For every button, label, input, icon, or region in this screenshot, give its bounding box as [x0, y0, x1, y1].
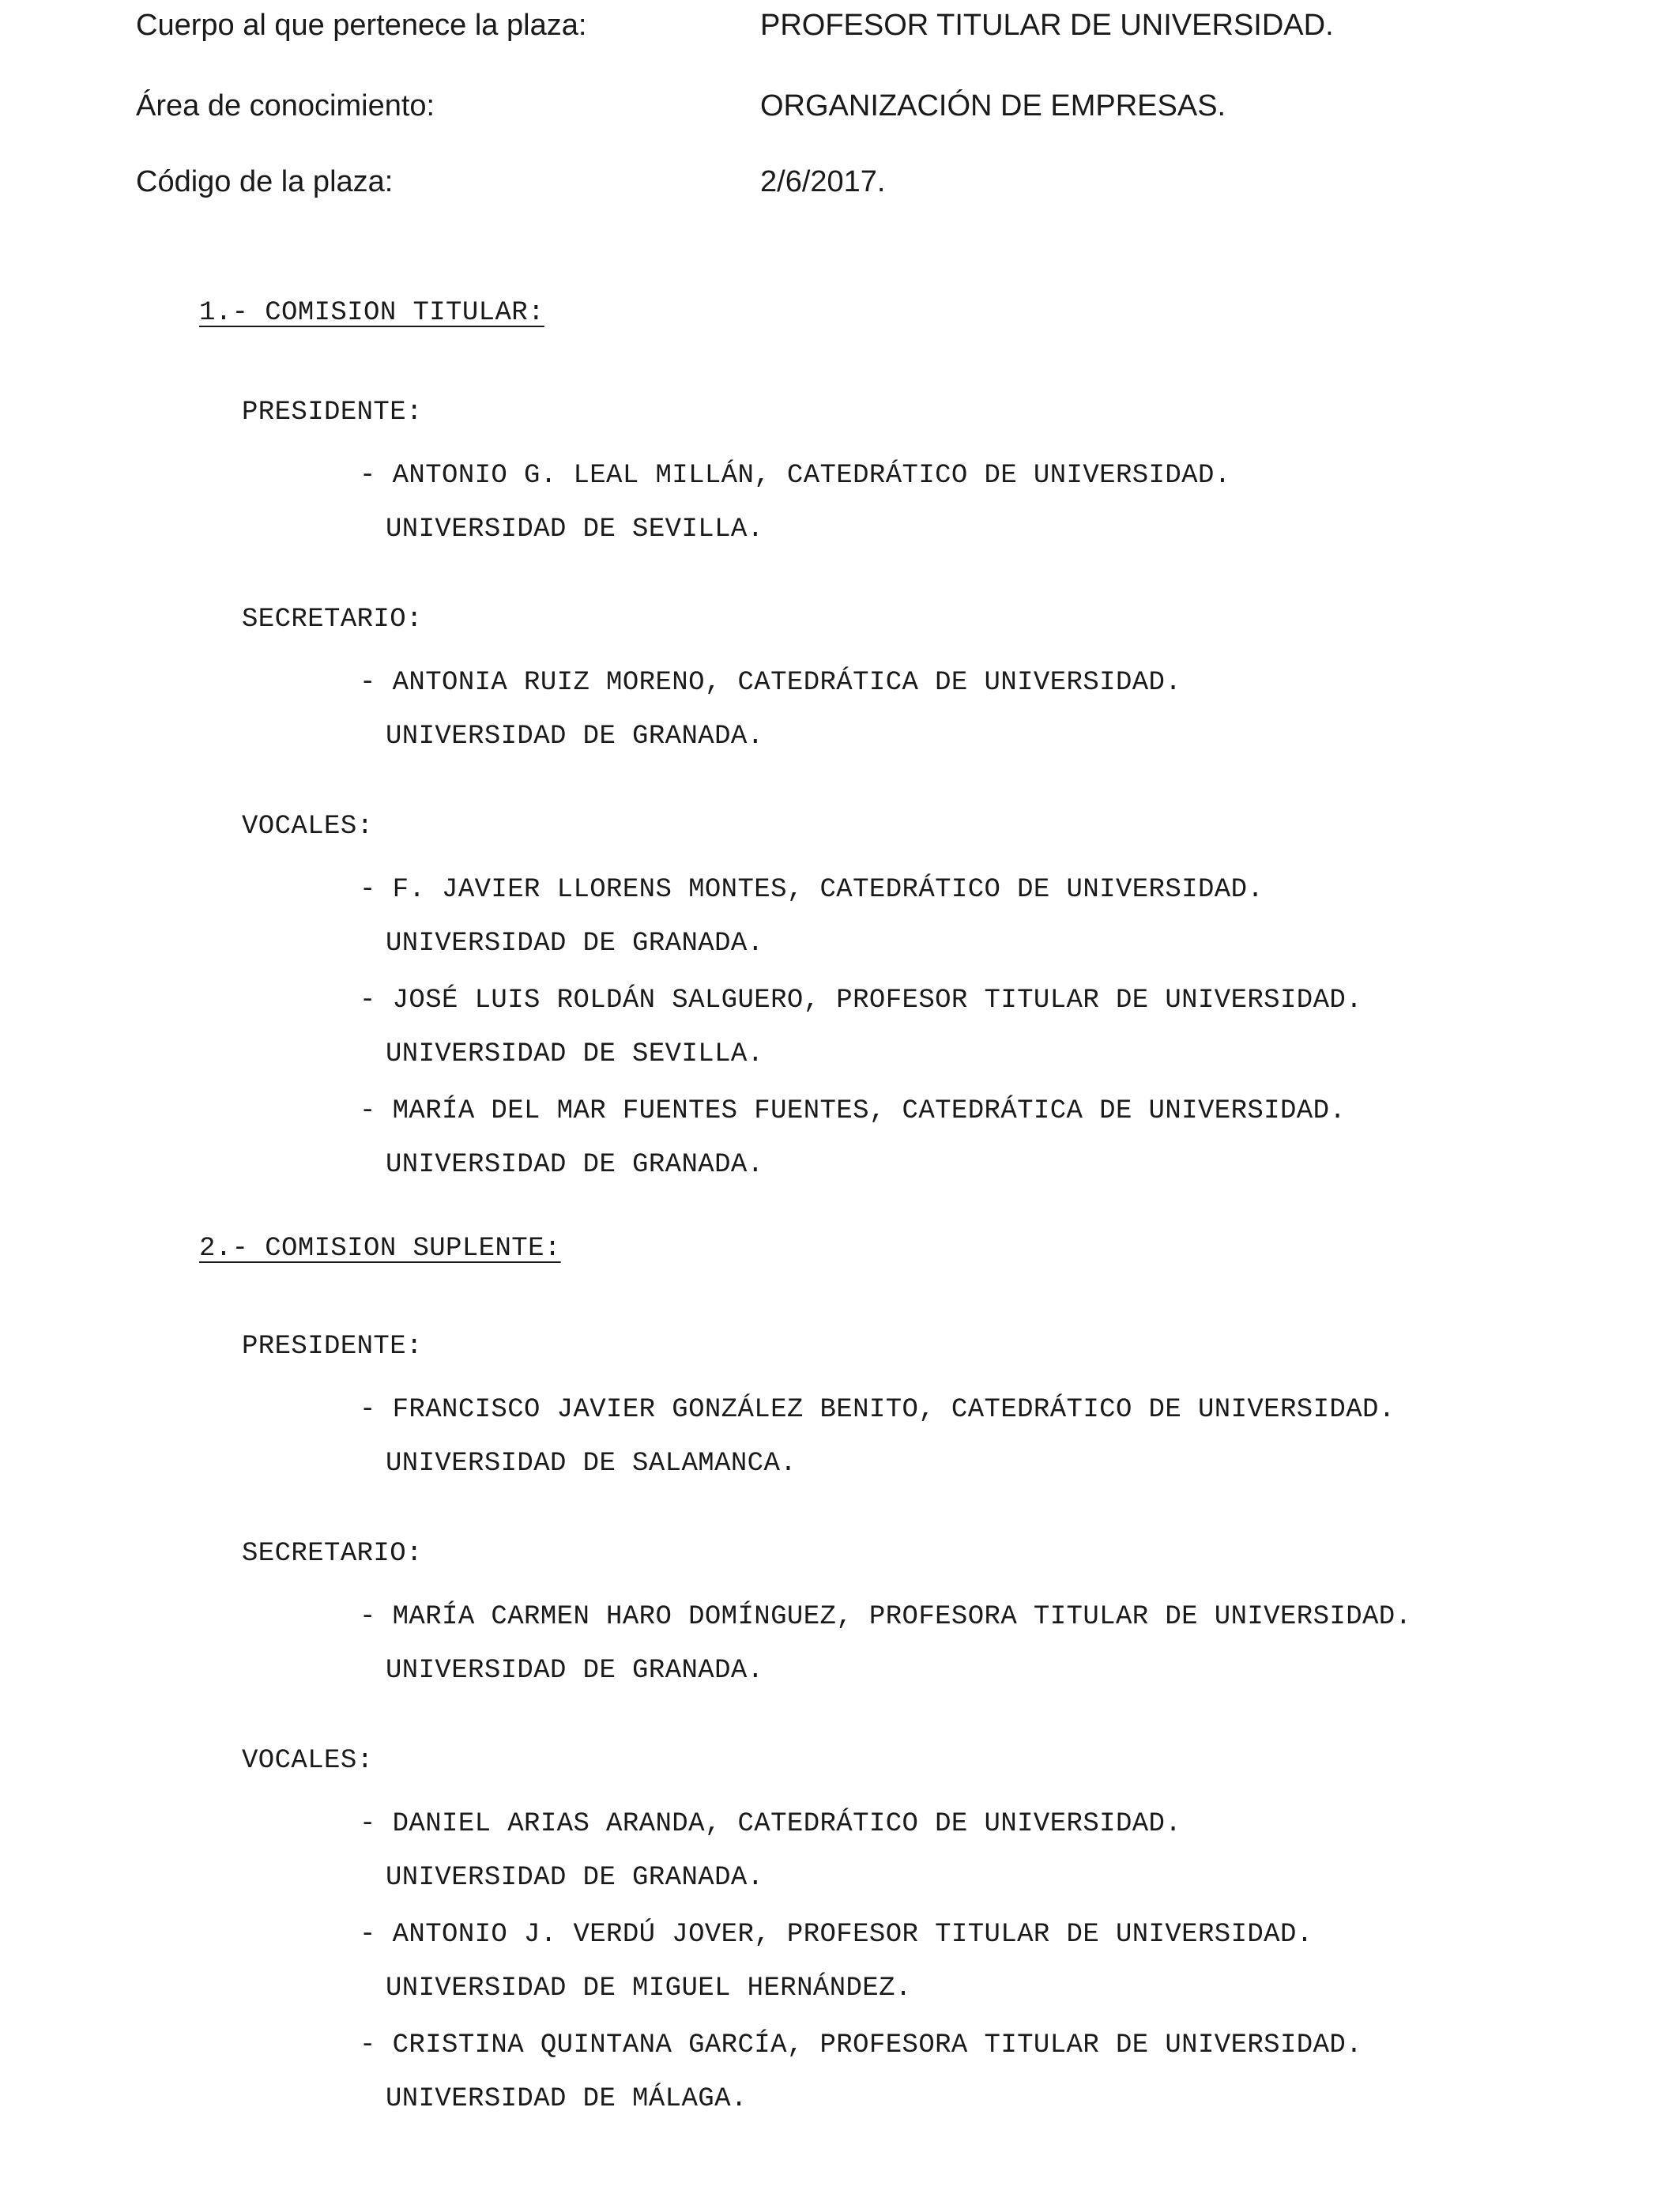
member-university-line: UNIVERSIDAD DE SEVILLA.	[386, 1039, 764, 1069]
role-vocales: VOCALES:	[242, 812, 374, 842]
section-title-suplente: 2.- COMISION SUPLENTE:	[199, 1234, 561, 1264]
member-name-line: - DANIEL ARIAS ARANDA, CATEDRÁTICO DE UNIVERSIDAD.	[360, 1809, 1182, 1839]
member-name-line: - FRANCISCO JAVIER GONZÁLEZ BENITO, CATEDRÁTICO DE UNIVERSIDAD.	[360, 1395, 1396, 1425]
member-name-line: - ANTONIO G. LEAL MILLÁN, CATEDRÁTICO DE UNIVERSIDAD.	[360, 461, 1231, 491]
member-name-line: - ANTONIA RUIZ MORENO, CATEDRÁTICA DE UNIVERSIDAD.	[360, 668, 1182, 698]
member-university-line: UNIVERSIDAD DE GRANADA.	[386, 1150, 764, 1180]
member-university-line: UNIVERSIDAD DE GRANADA.	[386, 1863, 764, 1893]
member-university-line: UNIVERSIDAD DE SEVILLA.	[386, 515, 764, 545]
header-label-cuerpo: Cuerpo al que pertenece la plaza:	[136, 9, 587, 42]
member-name-line: - ANTONIO J. VERDÚ JOVER, PROFESOR TITULAR DE UNIVERSIDAD.	[360, 1920, 1313, 1950]
header-value-cuerpo: PROFESOR TITULAR DE UNIVERSIDAD.	[760, 9, 1334, 42]
member-name-line: - CRISTINA QUINTANA GARCÍA, PROFESORA TITULAR DE UNIVERSIDAD.	[360, 2030, 1363, 2060]
role-presidente: PRESIDENTE:	[242, 398, 423, 428]
member-university-line: UNIVERSIDAD DE MÁLAGA.	[386, 2084, 748, 2114]
section-title-titular: 1.- COMISION TITULAR:	[199, 298, 544, 328]
member-name-line: - JOSÉ LUIS ROLDÁN SALGUERO, PROFESOR TITULAR DE UNIVERSIDAD.	[360, 986, 1363, 1016]
member-university-line: UNIVERSIDAD DE GRANADA.	[386, 722, 764, 752]
member-name-line: - MARÍA CARMEN HARO DOMÍNGUEZ, PROFESORA TITULAR DE UNIVERSIDAD.	[360, 1602, 1412, 1632]
member-university-line: UNIVERSIDAD DE GRANADA.	[386, 1656, 764, 1686]
role-secretario: SECRETARIO:	[242, 1539, 423, 1569]
header-value-codigo: 2/6/2017.	[760, 165, 886, 198]
member-university-line: UNIVERSIDAD DE MIGUEL HERNÁNDEZ.	[386, 1973, 912, 2004]
role-presidente: PRESIDENTE:	[242, 1332, 423, 1362]
member-university-line: UNIVERSIDAD DE GRANADA.	[386, 929, 764, 959]
role-secretario: SECRETARIO:	[242, 605, 423, 635]
header-value-area: ORGANIZACIÓN DE EMPRESAS.	[760, 89, 1226, 123]
header-label-area: Área de conocimiento:	[136, 89, 435, 123]
member-name-line: - MARÍA DEL MAR FUENTES FUENTES, CATEDRÁTICA DE UNIVERSIDAD.	[360, 1096, 1347, 1126]
member-name-line: - F. JAVIER LLORENS MONTES, CATEDRÁTICO DE UNIVERSIDAD.	[360, 875, 1264, 905]
header-label-codigo: Código de la plaza:	[136, 165, 394, 198]
role-vocales: VOCALES:	[242, 1746, 374, 1776]
member-university-line: UNIVERSIDAD DE SALAMANCA.	[386, 1449, 797, 1479]
